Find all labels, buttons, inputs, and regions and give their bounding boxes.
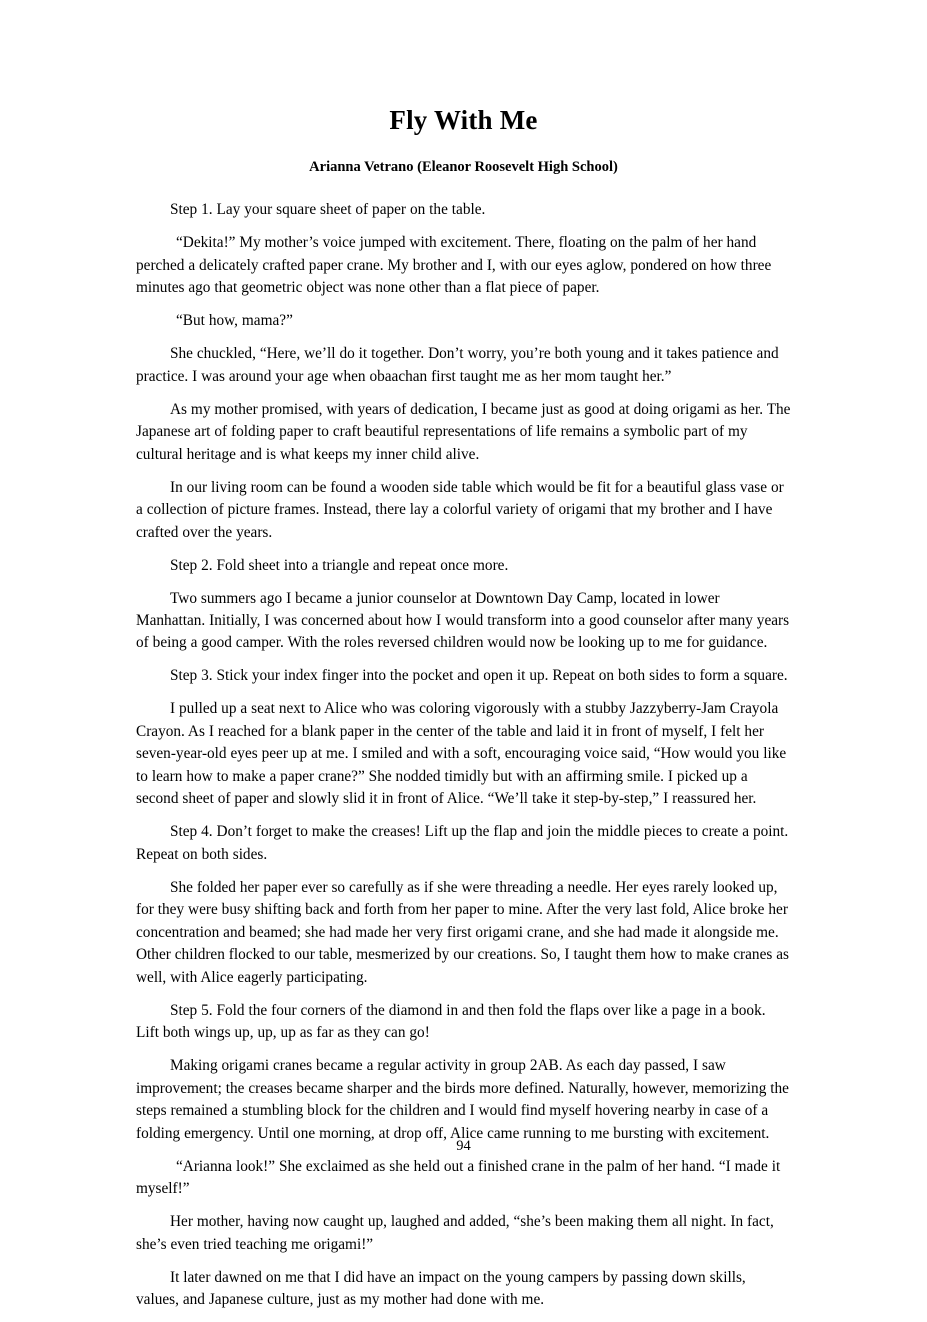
paragraph: As my mother promised, with years of dedication, I became just as good at doing origami as her. The Japanese art of folding paper to craft beautiful representations of life remains a symbolic part of my cultural heritage and is what keeps my inner child alive. xyxy=(136,400,791,463)
paragraph: In our living room can be found a wooden side table which would be fit for a beautiful glass vase or a collection of picture frames. Instead, there lay a colorful variety of origami that my brother and I have crafted over the years. xyxy=(136,478,784,541)
paragraph: She chuckled, “Here, we’ll do it together. Don’t worry, you’re both young and it takes patience and practice. I was around your age when obaachan first taught me as her mom taught her.” xyxy=(136,345,779,385)
paragraph: Step 5. Fold the four corners of the diamond in and then fold the flaps over like a page in a book. Lift both wings up, up, up as far as they can go! xyxy=(136,1001,766,1042)
paragraph: Her mother, having now caught up, laughed and added, “she’s been making them all night. In fact, she’s even tried teaching me origami!” xyxy=(136,1213,774,1253)
paragraph: “Dekita!” My mother’s voice jumped with excitement. There, floating on the palm of her hand perched a delicately crafted paper crane. My brother and I, with our eyes aglow, pondered on how three minutes ago that geometric object was none other than a flat piece of paper. xyxy=(136,234,772,297)
author-byline: Arianna Vetrano (Eleanor Roosevelt High School) xyxy=(309,159,618,176)
paragraph: “Arianna look!” She exclaimed as she held out a finished crane in the palm of her hand. “I made it myself!” xyxy=(136,1157,781,1198)
paragraph: It later dawned on me that I did have an impact on the young campers by passing down skills, values, and Japanese culture, just as my mother had done with me. xyxy=(136,1268,746,1309)
paragraph: Step 2. Fold sheet into a triangle and repeat once more. xyxy=(170,556,509,574)
page-number: 94 xyxy=(456,1138,471,1154)
paragraph: Step 3. Stick your index finger into the pocket and open it up. Repeat on both sides to form a square. xyxy=(170,667,788,685)
page-title: Fly With Me xyxy=(389,105,538,135)
paragraph: Step 1. Lay your square sheet of paper on the table. xyxy=(170,201,486,219)
paragraph: “But how, mama?” xyxy=(176,312,293,330)
paragraph: Two summers ago I became a junior counselor at Downtown Day Camp, located in lower Manhattan. Initially, I was concerned about how I would transform into a good counselor after many years of being a good camper. With the roles reversed children would now be looking up to me for guidance. xyxy=(136,589,790,652)
paragraph: I pulled up a seat next to Alice who was coloring vigorously with a stubby Jazzyberry-Jam Crayola Crayon. As I reached for a blank paper in the center of the table and laid it in front of myself, I felt her seven-year-old eyes peer up at me. I smiled and with a soft, encouraging voice said, “How would you like to learn how to make a paper crane?” She nodded timidly but with an affirming smile. I picked up a second sheet of paper and slowly slid it in front of Alice. “We’ll take it step-by-step,” I reassured her. xyxy=(136,700,787,808)
paragraph: She folded her paper ever so carefully as if she were threading a needle. Her eyes rarely looked up, for they were busy shifting back and forth from her paper to mine. After the very last fold, Alice broke her concentration and beamed; she had made her very first origami crane, and she had made it alongside me. Other children flocked to our table, mesmerized by our creations. So, I taught them how to make cranes as well, with Alice eagerly participating. xyxy=(136,878,789,986)
paragraph: Making origami cranes became a regular activity in group 2AB. As each day passed, I saw improvement; the creases became sharper and the birds more defined. Naturally, however, memorizing the steps remained a stumbling block for the children and I would find myself hovering nearby in case of a folding emergency. Until one morning, at drop off, Alice came running to me bursting with excitement. xyxy=(136,1057,789,1142)
paragraph: Step 4. Don’t forget to make the creases! Lift up the flap and join the middle pieces to create a point. Repeat on both sides. xyxy=(136,823,789,863)
